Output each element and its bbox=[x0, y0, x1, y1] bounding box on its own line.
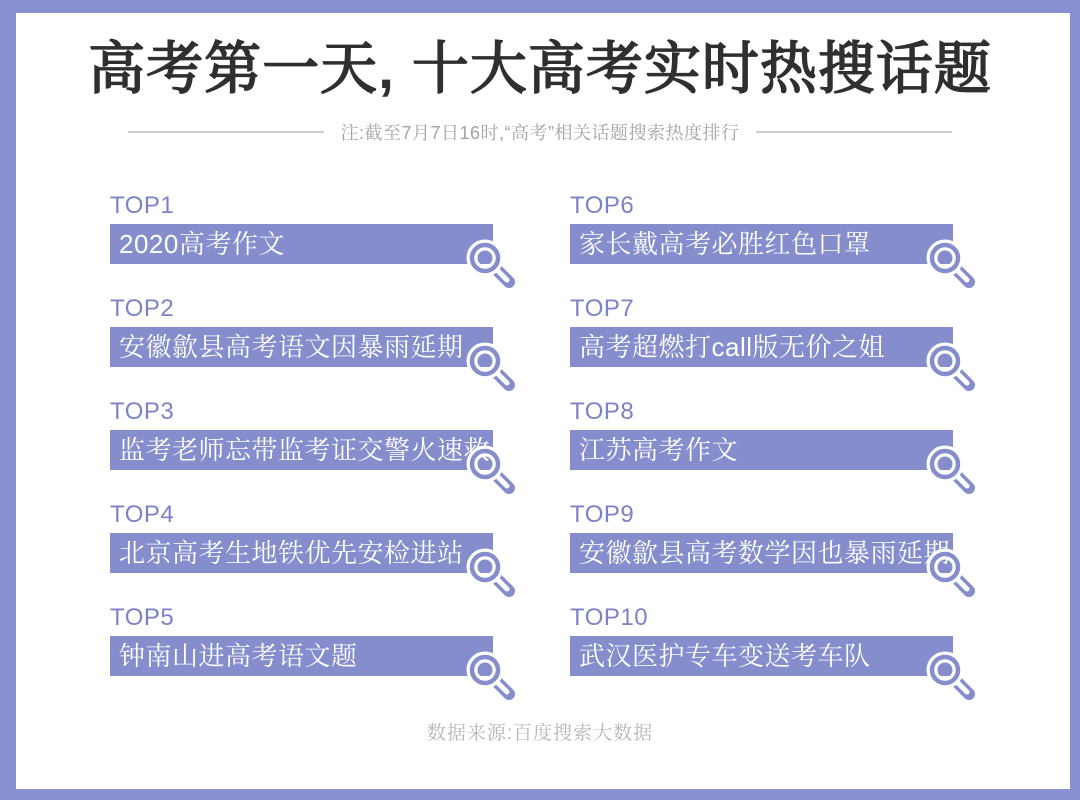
subtitle-note: 注:截至7月7日16时,“高考”相关话题搜索热度排行 bbox=[340, 122, 740, 143]
topic-rank-label: TOP6 bbox=[570, 191, 635, 219]
topic-rank-label: TOP5 bbox=[110, 603, 175, 631]
topic-rank-label: TOP9 bbox=[570, 500, 635, 528]
search-icon[interactable] bbox=[465, 444, 521, 500]
search-icon[interactable] bbox=[465, 341, 521, 397]
topic-item bbox=[570, 500, 953, 603]
topic-item bbox=[110, 191, 493, 294]
topic-bar[interactable] bbox=[570, 533, 953, 573]
topic-title: 家长戴高考必胜红色口罩 bbox=[579, 228, 871, 259]
topic-bar[interactable] bbox=[570, 636, 953, 676]
topic-title: 江苏高考作文 bbox=[579, 434, 739, 465]
topic-title: 高考超燃打call版无价之姐 bbox=[579, 331, 886, 362]
topic-item bbox=[570, 603, 953, 706]
topic-rank-label: TOP1 bbox=[110, 191, 175, 219]
subtitle-divider-left bbox=[128, 131, 324, 133]
search-icon[interactable] bbox=[465, 547, 521, 603]
topic-title: 钟南山进高考语文题 bbox=[119, 640, 358, 671]
topic-bar[interactable] bbox=[110, 327, 493, 367]
search-icon[interactable] bbox=[465, 650, 521, 706]
search-icon[interactable] bbox=[465, 238, 521, 294]
topic-title: 武汉医护专车变送考车队 bbox=[579, 640, 871, 671]
topic-rank-label: TOP4 bbox=[110, 500, 175, 528]
topic-item bbox=[110, 500, 493, 603]
topic-bar[interactable] bbox=[570, 327, 953, 367]
topic-item bbox=[570, 397, 953, 500]
subtitle-row bbox=[0, 119, 1080, 145]
topic-title: 安徽歙县高考语文因暴雨延期 bbox=[119, 331, 464, 362]
topic-item bbox=[110, 294, 493, 397]
topic-item bbox=[570, 191, 953, 294]
subtitle-divider-right bbox=[756, 131, 952, 133]
topic-title: 安徽歙县高考数学因也暴雨延期 bbox=[579, 537, 951, 568]
topics-grid bbox=[110, 191, 1080, 706]
topic-bar[interactable] bbox=[570, 224, 953, 264]
topic-rank-label: TOP7 bbox=[570, 294, 635, 322]
search-icon[interactable] bbox=[925, 650, 981, 706]
topic-rank-label: TOP2 bbox=[110, 294, 175, 322]
topic-rank-label: TOP10 bbox=[570, 603, 649, 631]
topic-bar[interactable] bbox=[570, 430, 953, 470]
topic-bar[interactable] bbox=[110, 533, 493, 573]
topic-rank-label: TOP3 bbox=[110, 397, 175, 425]
topic-item bbox=[110, 603, 493, 706]
search-icon[interactable] bbox=[925, 444, 981, 500]
search-icon[interactable] bbox=[925, 341, 981, 397]
search-icon[interactable] bbox=[925, 547, 981, 603]
topic-bar[interactable] bbox=[110, 636, 493, 676]
topic-title: 2020高考作文 bbox=[119, 228, 285, 259]
topic-item bbox=[570, 294, 953, 397]
topic-title: 监考老师忘带监考证交警火速救助 bbox=[119, 434, 517, 465]
topic-title: 北京高考生地铁优先安检进站 bbox=[119, 537, 464, 568]
topic-bar[interactable] bbox=[110, 430, 517, 470]
topic-rank-label: TOP8 bbox=[570, 397, 635, 425]
topic-item bbox=[110, 397, 517, 500]
page-title: 高考第一天, 十大高考实时热搜话题 bbox=[88, 37, 992, 101]
topic-bar[interactable] bbox=[110, 224, 493, 264]
search-icon[interactable] bbox=[925, 238, 981, 294]
data-source-label: 数据来源:百度搜索大数据 bbox=[426, 722, 654, 744]
